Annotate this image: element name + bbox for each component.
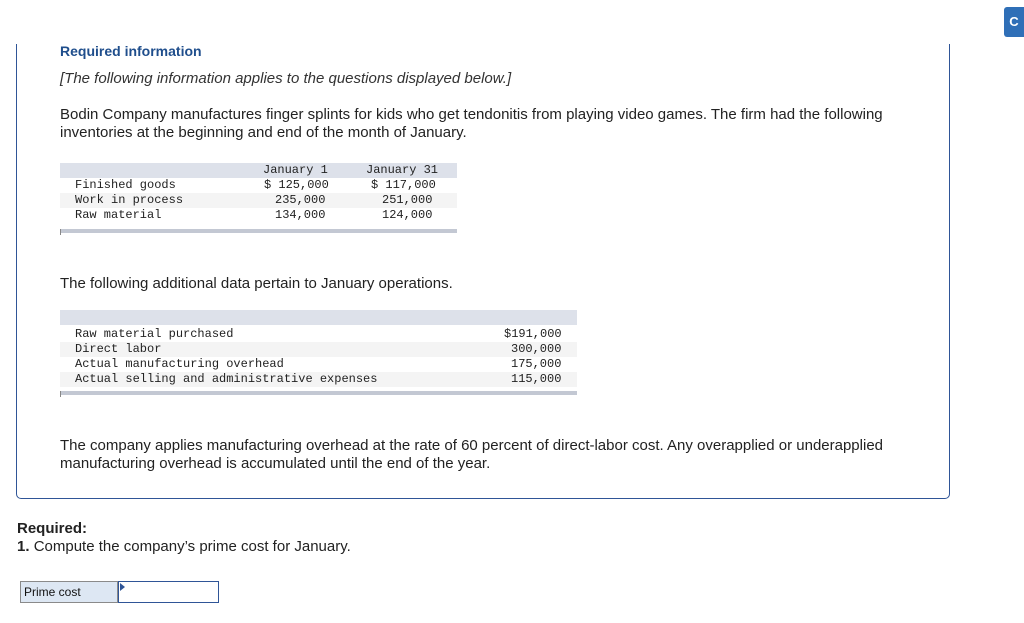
column-header-jan31: January 31 — [366, 163, 439, 177]
question-body: Compute the company’s prime cost for January. — [33, 538, 351, 555]
problem-description: Bodin Company manufactures finger splints for kids who get tendonitis from playing video games. The firm had the following inventories at the beginning and end of the month of January. — [60, 106, 883, 141]
table-row — [60, 208, 457, 223]
table-corner-mark — [60, 391, 61, 397]
cell-value: 300,000 — [511, 342, 562, 356]
question-number: 1. — [17, 538, 30, 555]
table-row — [60, 178, 457, 193]
row-label: Actual manufacturing overhead — [75, 357, 284, 371]
table-bottom-rule — [60, 229, 457, 233]
row-label: Raw material — [75, 208, 162, 222]
table-header-row — [60, 163, 457, 178]
table-corner-mark — [60, 229, 61, 235]
row-label: Work in process — [75, 193, 184, 207]
additional-data-table — [60, 310, 577, 398]
required-info-title: Required information — [60, 43, 202, 59]
cell-jan1: $ 125,000 — [264, 178, 329, 192]
cell-jan31: 251,000 — [382, 193, 433, 207]
column-header-jan1: January 1 — [263, 163, 328, 177]
answer-row — [20, 581, 220, 603]
cell-value: 115,000 — [511, 372, 562, 386]
cell-jan31: $ 117,000 — [371, 178, 436, 192]
table-bottom-rule — [60, 391, 577, 395]
prime-cost-label: Prime cost — [20, 581, 118, 603]
table-row — [60, 193, 457, 208]
table-row — [60, 342, 577, 357]
cell-value: $191,000 — [504, 327, 562, 341]
additional-data-text: The following additional data pertain to January operations. — [60, 275, 453, 292]
question-text — [17, 538, 351, 555]
table-row — [60, 327, 577, 342]
intro-note: [The following information applies to the questions displayed below.] — [60, 70, 512, 87]
row-label: Finished goods — [75, 178, 176, 192]
side-panel-tab[interactable]: C — [1004, 7, 1024, 37]
cell-jan1: 235,000 — [275, 193, 326, 207]
inventory-table — [60, 163, 457, 237]
row-label: Raw material purchased — [75, 327, 234, 341]
required-heading: Required: — [17, 520, 88, 537]
input-flag-icon — [120, 583, 125, 591]
row-label: Direct labor — [75, 342, 162, 356]
table-row — [60, 357, 577, 372]
prime-cost-input[interactable] — [118, 581, 219, 603]
row-label: Actual selling and administrative expenses — [75, 372, 378, 386]
cell-jan31: 124,000 — [382, 208, 433, 222]
table-header-row — [60, 310, 577, 325]
cell-value: 175,000 — [511, 357, 562, 371]
table-row — [60, 372, 577, 387]
overhead-rate-text: The company applies manufacturing overhead at the rate of 60 percent of direct-labor cost. Any overapplied or underapplied manufacturing overhead is accumulated until the end of the year. — [60, 437, 884, 472]
cell-jan1: 134,000 — [275, 208, 326, 222]
